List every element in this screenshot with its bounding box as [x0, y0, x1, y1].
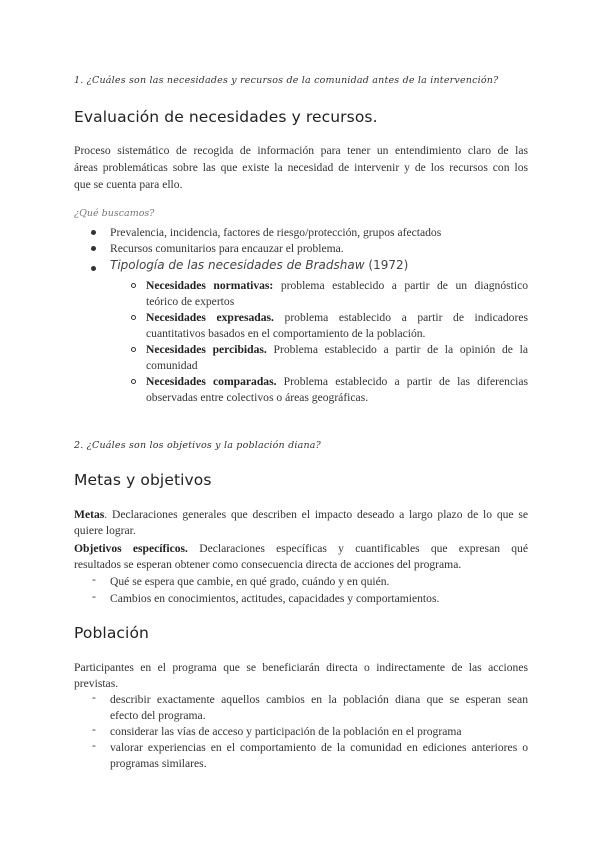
dash-icon: -: [92, 590, 96, 603]
intro-line-3: que se cuenta para ello.: [74, 178, 183, 191]
metas-text: . Declaraciones generales que describen el impacto deseado a largo plazo de lo que se: [104, 508, 528, 521]
need-term: Necesidades expresadas.: [146, 311, 274, 324]
need-text: problema establecido a partir de indicadores: [284, 311, 529, 324]
dash-item: describir exactamente aquellos cambios en la población diana que se esperan sean: [110, 693, 528, 706]
dash-icon: -: [92, 691, 96, 704]
metas-line2: quiere lograr.: [74, 524, 136, 537]
heading-poblacion: Población: [74, 624, 149, 642]
circle-bullet-icon: [131, 315, 136, 320]
bradshaw-heading: [110, 258, 408, 272]
intro-line-1: Proceso sistemático de recogida de información para tener un entendimiento claro de las: [74, 144, 528, 157]
objetivos-text: Declaraciones específicas y cuantificables que expresan qué: [199, 542, 528, 555]
bullet-icon: [91, 230, 96, 235]
dash-item-cont: programas similares.: [110, 757, 207, 770]
bullet-item: Recursos comunitarios para encauzar el problema.: [110, 242, 344, 255]
dash-item-cont: efecto del programa.: [110, 709, 206, 722]
need-text: Problema establecido a partir de las diferencias: [283, 375, 528, 388]
circle-bullet-icon: [131, 347, 136, 352]
objetivos-line2: resultados se esperan obtener como consecuencia directa de acciones del programa.: [74, 558, 462, 571]
intro-line-2: áreas problemáticas sobre las que existe la necesidad de intervenir y de los recursos con los: [74, 161, 528, 174]
dash-icon: -: [92, 723, 96, 736]
need-text: Problema establecido a partir de la opinión de la: [273, 343, 528, 356]
objetivos-term: Objetivos específicos.: [74, 542, 188, 555]
need-item-line2: teórico de expertos: [146, 295, 235, 308]
need-item-line1: [146, 309, 528, 326]
objetivos-line1: [74, 540, 528, 557]
circle-bullet-icon: [131, 379, 136, 384]
need-text: problema establecido a partir de un diagnóstico: [280, 279, 529, 292]
dash-item: considerar las vías de acceso y participación de la población en el programa: [110, 725, 462, 738]
bradshaw-title: Tipología de las necesidades de Bradshaw: [110, 258, 365, 272]
bradshaw-year: (1972): [368, 258, 409, 272]
subheading-que-buscamos: ¿Qué buscamos?: [74, 208, 155, 219]
heading-evaluacion: Evaluación de necesidades y recursos.: [74, 108, 378, 126]
need-term: Necesidades comparadas.: [146, 375, 277, 388]
circle-bullet-icon: [131, 283, 136, 288]
need-item-line1: [146, 341, 528, 358]
metas-term: Metas: [74, 508, 105, 521]
dash-item: valorar experiencias en el comportamiento de la comunidad en ediciones anteriores o: [110, 741, 528, 754]
bullet-item: Prevalencia, incidencia, factores de riesgo/protección, grupos afectados: [110, 226, 442, 239]
dash-icon: -: [92, 573, 96, 586]
heading-metas: Metas y objetivos: [74, 471, 212, 489]
need-item-line2: comunidad: [146, 359, 198, 372]
question-2: 2. ¿Cuáles son los objetivos y la población diana?: [74, 440, 321, 451]
need-term: Necesidades percibidas.: [146, 343, 267, 356]
need-term: Necesidades normativas:: [146, 279, 274, 292]
poblacion-intro-line1: Participantes en el programa que se beneficiarán directa o indirectamente de las acciones: [74, 661, 528, 674]
dash-item: Cambios en conocimientos, actitudes, capacidades y comportamientos.: [110, 592, 440, 605]
poblacion-intro-line2: previstas.: [74, 677, 119, 690]
need-item-line2: observadas entre colectivos o áreas geográficas.: [146, 391, 369, 404]
bullet-icon: [91, 266, 96, 271]
dash-icon: -: [92, 739, 96, 752]
dash-item: Qué se espera que cambie, en qué grado, cuándo y en quién.: [110, 575, 390, 588]
need-item-line1: [146, 373, 528, 390]
need-item-line2: cuantitativos basados en el comportamiento de la población.: [146, 327, 426, 340]
metas-line1: [74, 506, 528, 523]
need-item-line1: [146, 277, 528, 294]
question-1: 1. ¿Cuáles son las necesidades y recursos de la comunidad antes de la intervención?: [74, 75, 499, 86]
bullet-icon: [91, 246, 96, 251]
